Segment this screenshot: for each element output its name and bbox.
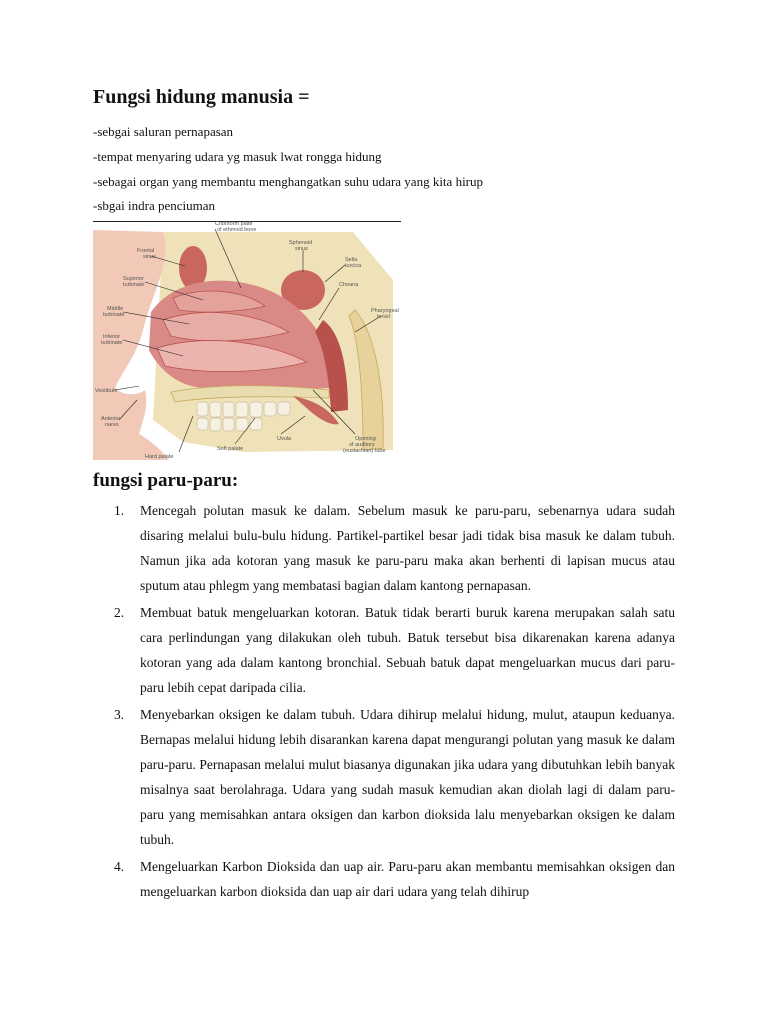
label-nares: nares: [105, 422, 119, 428]
lung-function-list: [93, 498, 675, 906]
label-eustachian: (eustachian) tube: [343, 448, 386, 454]
list-item-text: Menyebarkan oksigen ke dalam tubuh. Udara dihirup melalui hidung, mulut, ataupun keduanya. Bernapas melalui hidung lebih disarankan karena dapat mengurangi polutan yang masuk ke dalam paru-paru. Pernapasan melalui mulut biasanya digunakan jika udara yang dibutuhkan lebih banyak misalnya saat berolahraga. Udara yang sudah masuk kemudian akan diolah lagi di dalam paru-paru yang memisahkan antara oksigen dan karbon dioksida lalu menyebarkan oksigen ke dalam tubuh.: [140, 707, 675, 847]
list-item-number: 1.: [114, 503, 125, 518]
label-sphenoid: Sphenoid: [289, 240, 313, 246]
label-pharyngeal: Pharyngeal: [371, 308, 399, 314]
list-item-number: 4.: [114, 859, 125, 874]
nose-section-title: Fungsi hidung manusia =: [93, 86, 310, 108]
list-item: [93, 702, 675, 852]
label-opening: Opening: [355, 436, 376, 442]
label-inferior: Inferior: [103, 334, 121, 340]
label-anterior: Anterior: [101, 416, 121, 422]
nasal-anatomy-illustration: [93, 220, 401, 460]
nose-function-line-1: -sebgai saluran pernapasan: [93, 124, 234, 139]
label-inferior-turbinate: turbinate: [101, 340, 123, 346]
label-auditory: of auditory: [349, 442, 375, 448]
label-superior: Superior: [123, 276, 144, 282]
list-item-text: Mengeluarkan Karbon Dioksida dan uap air. Paru-paru akan membantu memisahkan oksigen dan mengeluarkan karbon dioksida dan uap air dari udara yang telah dihirup: [140, 859, 675, 899]
nasal-anatomy-figure: [93, 220, 401, 460]
list-item-text: Membuat batuk mengeluarkan kotoran. Batuk tidak berarti buruk karena merupakan salah satu cara perlindungan yang dilakukan oleh tubuh. Batuk tersebut bisa dikarenakan karena adanya kotoran yang ada dalam kantong bronchial. Sebuah batuk dapat mengeluarkan mucus dari paru-paru lebih cepat daripada cilia.: [140, 605, 675, 695]
label-middle: Middle: [107, 306, 124, 312]
list-item-text: Mencegah polutan masuk ke dalam. Sebelum masuk ke paru-paru, sebenarnya udara sudah disaring melalui bulu-bulu hidung. Partikel-partikel besar jadi tidak bisa masuk ke dalam tubuh. Namun jika ada kotoran yang masuk ke paru-paru maka akan berhenti di lapisan mucus atau sputum atau phlegm yang membatasi bagian dalam kantong pernapasan.: [140, 503, 675, 593]
list-item-number: 3.: [114, 707, 125, 722]
label-vestibule: Vestibule: [95, 388, 118, 394]
nose-function-line-4: -sbgai indra penciuman: [93, 198, 216, 213]
label-middle-turbinate: turbinate: [103, 312, 125, 318]
label-superior-turbinate: turbinate: [123, 282, 145, 288]
label-uvula: Uvula: [277, 436, 292, 442]
label-frontal-sinus: sinus: [143, 254, 156, 260]
label-soft-palate: Soft palate: [217, 446, 244, 452]
label-sphenoid-sinus: sinus: [295, 246, 308, 252]
list-item: [93, 854, 675, 904]
lung-section-title: fungsi paru-paru:: [93, 470, 239, 491]
label-hard-palate: Hard palate: [145, 454, 174, 460]
nose-function-line-2: -tempat menyaring udara yg masuk lwat rongga hidung: [93, 149, 382, 164]
list-item: [93, 600, 675, 700]
label-choana: Choana: [339, 282, 359, 288]
label-tonsil: tonsil: [377, 314, 390, 320]
list-item: [93, 498, 675, 598]
label-ethmoid: of ethmoid bone: [217, 227, 257, 233]
label-sella: Sella: [345, 257, 358, 263]
label-frontal: Frontal: [137, 248, 155, 254]
label-cribriform: Cribriform plate: [215, 221, 253, 227]
list-item-number: 2.: [114, 605, 125, 620]
nose-function-line-3: -sebagai organ yang membantu menghangatkan suhu udara yang kita hirup: [93, 174, 484, 189]
label-turcica: turcica: [345, 263, 362, 269]
